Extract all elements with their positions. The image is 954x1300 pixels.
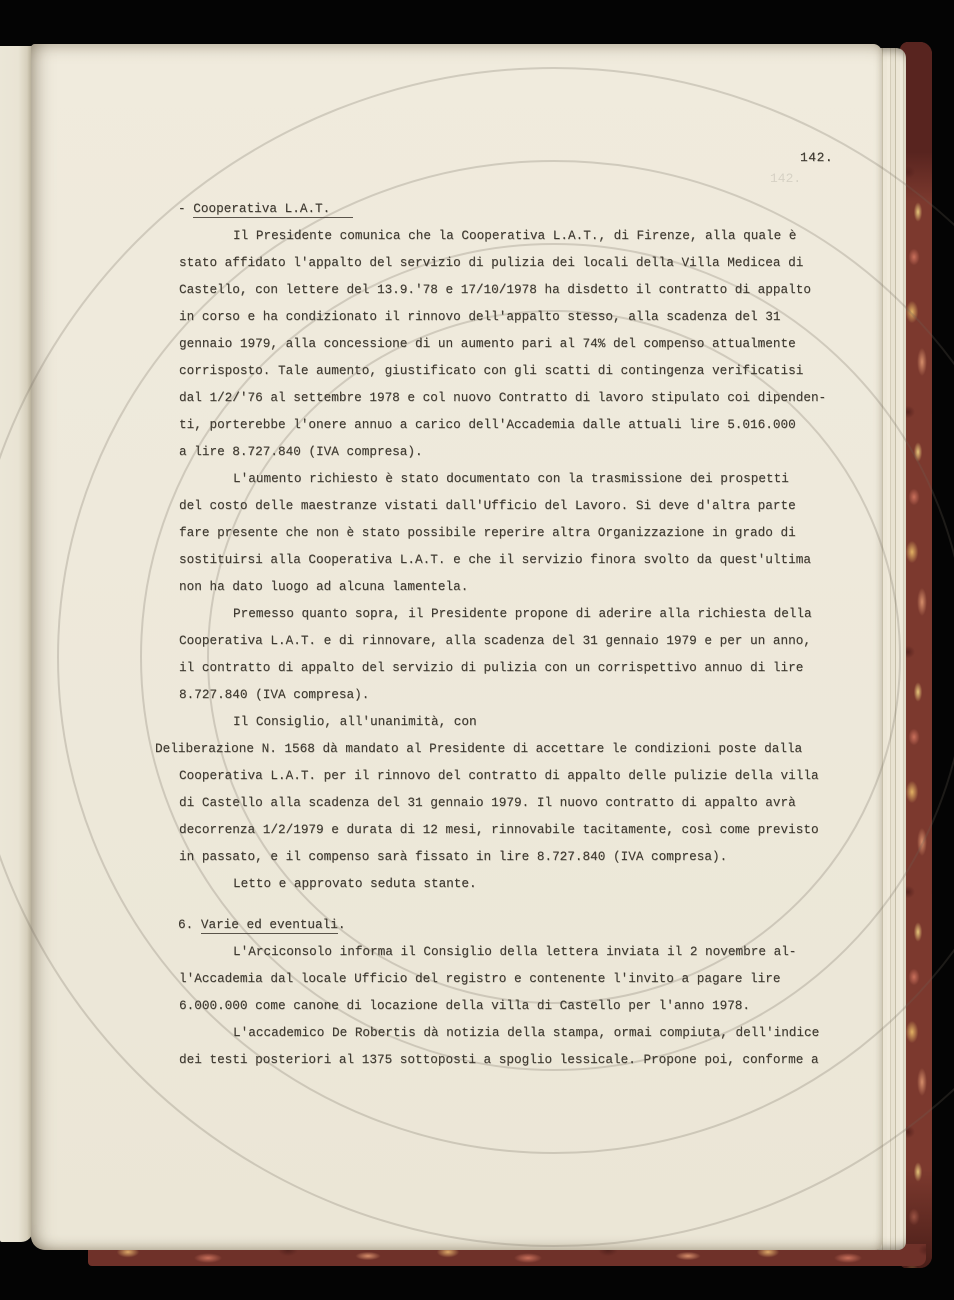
text-line: [155, 735, 855, 762]
text-segment: .: [337, 917, 346, 932]
text-segment: del costo delle maestranze vistati dall'Ufficio del Lavoro. Si deve d'altra parte: [179, 498, 796, 513]
text-segment: il contratto di appalto del servizio di pulizia con un corrispettivo annuo di lire: [179, 660, 804, 675]
text-line: [178, 911, 855, 938]
underlined-text: Cooperativa L.A.T.: [193, 201, 354, 216]
text-segment: stato affidato l'appalto del servizio di pulizia dei locali della Villa Medicea di: [179, 255, 804, 270]
text-segment: gennaio 1979, alla concessione di un aumento pari al 74% del compenso attualmente: [179, 336, 796, 351]
text-segment: 6.: [178, 917, 201, 932]
text-line: [179, 816, 855, 843]
text-segment: L'aumento richiesto è stato documentato con la trasmissione dei prospetti: [233, 471, 789, 486]
text-line: [179, 992, 855, 1019]
text-line: [178, 195, 855, 222]
text-line: [179, 627, 855, 654]
text-segment: in passato, e il compenso sarà fissato in lire 8.727.840 (IVA compresa).: [179, 849, 728, 864]
text-line: [179, 789, 855, 816]
text-line: [233, 870, 855, 897]
text-line: [179, 384, 855, 411]
typewritten-text: [155, 195, 855, 1073]
text-line: [179, 438, 855, 465]
text-segment: Il Presidente comunica che la Cooperativa L.A.T., di Firenze, alla quale è: [233, 228, 797, 243]
text-segment: Cooperativa L.A.T. e di rinnovare, alla scadenza del 31 gennaio 1979 e per un anno,: [179, 633, 811, 648]
line-gap: [155, 897, 855, 911]
text-segment: L'accademico De Robertis dà notizia della stampa, ormai compiuta, dell'indice: [233, 1025, 820, 1040]
facing-page-sliver: [0, 46, 33, 1242]
text-segment: dal 1/2/'76 al settembre 1978 e col nuovo Contratto di lavoro stipulato coi dipenden-: [179, 390, 827, 405]
text-segment: Letto e approvato seduta stante.: [233, 876, 477, 891]
text-segment: dei testi posteriori al 1375 sottoposti a spoglio lessicale. Propone poi, conforme a: [179, 1052, 819, 1067]
text-segment: corrisposto. Tale aumento, giustificato con gli scatti di contingenza verificatisi: [179, 363, 804, 378]
text-segment: Cooperativa L.A.T. per il rinnovo del contratto di appalto delle pulizie della villa: [179, 768, 819, 783]
text-line: [179, 843, 855, 870]
text-line: [179, 492, 855, 519]
text-line: [179, 573, 855, 600]
text-segment: Deliberazione N. 1568 dà mandato al Presidente di accettare le condizioni poste dalla: [155, 741, 803, 756]
text-segment: Castello, con lettere del 13.9.'78 e 17/10/1978 ha disdetto il contratto di appalto: [179, 282, 811, 297]
text-segment: -: [178, 201, 194, 216]
text-segment: non ha dato luogo ad alcuna lamentela.: [179, 579, 469, 594]
text-line: [233, 938, 855, 965]
text-line: [233, 465, 855, 492]
text-line: [179, 762, 855, 789]
underlined-text: Varie ed eventuali: [200, 917, 338, 932]
text-segment: 6.000.000 come canone di locazione della villa di Castello per l'anno 1978.: [179, 998, 751, 1013]
text-line: [179, 330, 855, 357]
text-line: [179, 654, 855, 681]
text-segment: in corso e ha condizionato il rinnovo dell'appalto stesso, alla scadenza del 31: [179, 309, 781, 324]
text-line: [179, 681, 855, 708]
page-number: 142.: [800, 150, 834, 165]
text-line: [179, 249, 855, 276]
text-segment: di Castello alla scadenza del 31 gennaio 1979. Il nuovo contratto di appalto avrà: [179, 795, 796, 810]
text-segment: a lire 8.727.840 (IVA compresa).: [179, 444, 423, 459]
text-segment: fare presente che non è stato possibile reperire altra Organizzazione in grado di: [179, 525, 796, 540]
text-line: [233, 1019, 855, 1046]
page-number-ghost: 142.: [770, 171, 802, 186]
text-segment: ti, porterebbe l'onere annuo a carico dell'Accademia dalle attuali lire 5.016.000: [179, 417, 796, 432]
text-segment: decorrenza 1/2/1979 e durata di 12 mesi, rinnovabile tacitamente, così come previsto: [179, 822, 819, 837]
text-line: [179, 357, 855, 384]
text-line: [179, 1046, 855, 1073]
text-line: [233, 222, 855, 249]
text-line: [179, 965, 855, 992]
text-line: [179, 519, 855, 546]
text-segment: sostituirsi alla Cooperativa L.A.T. e che il servizio finora svolto da quest'ultima: [179, 552, 811, 567]
text-line: [179, 546, 855, 573]
text-line: [179, 276, 855, 303]
text-line: [233, 600, 855, 627]
text-line: [179, 303, 855, 330]
text-line: [179, 411, 855, 438]
text-segment: L'Arciconsolo informa il Consiglio della lettera inviata il 2 novembre al-: [233, 944, 797, 959]
text-segment: Premesso quanto sopra, il Presidente propone di aderire alla richiesta della: [233, 606, 812, 621]
text-segment: 8.727.840 (IVA compresa).: [179, 687, 370, 702]
text-segment: l'Accademia dal locale Ufficio del registro e contenente l'invito a pagare lire: [179, 971, 781, 986]
text-segment: Il Consiglio, all'unanimità, con: [233, 714, 477, 729]
text-line: [233, 708, 855, 735]
